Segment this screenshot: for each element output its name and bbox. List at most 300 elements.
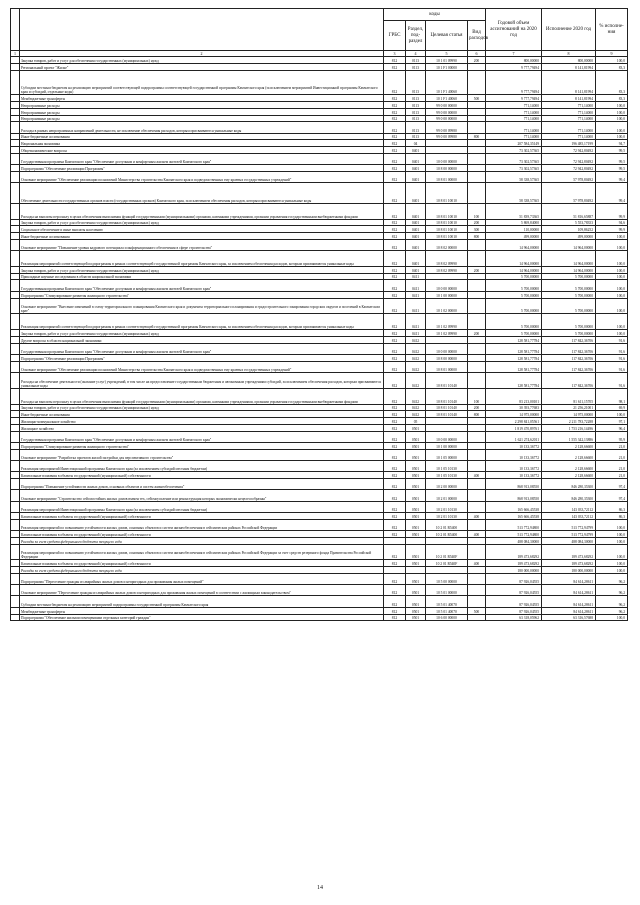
expense-type-cell [468, 519, 486, 530]
fact-amount-cell: 771,14000 [542, 122, 596, 133]
razdel-cell: 0401 [406, 147, 426, 154]
razdel-cell: 0401 [406, 226, 426, 233]
table-row [11, 343, 628, 354]
fact-amount-cell: 513 772,94799 [542, 519, 596, 530]
row-number-cell [11, 531, 20, 538]
target-article-cell: 10 8 01 10010 [426, 226, 468, 233]
item-name-cell: Государственная программа Камчатского края "Обеспечение доступным и комфортным жильем жителей Камчатского края" [20, 153, 384, 164]
table-row [11, 443, 628, 450]
plan-amount-cell: 128 581,77784 [486, 354, 542, 361]
table-row [11, 133, 628, 140]
plan-amount-cell: 73 302,57365 [486, 153, 542, 164]
table-row [11, 388, 628, 404]
table-row [11, 273, 628, 280]
grbs-cell: 812 [384, 183, 406, 203]
expense-type-cell [468, 336, 486, 343]
grbs-cell: 812 [384, 57, 406, 64]
fact-amount-cell: 72 942,80492 [542, 153, 596, 164]
plan-amount-cell: 5 700,00000 [486, 330, 542, 337]
item-name-cell: Капитальные вложения в объекты государственной (муниципальной) собственности [20, 531, 384, 538]
razdel-cell: 0411 [406, 291, 426, 298]
target-article-cell: 10 1 05 10130 [426, 472, 468, 479]
percent-cell: 100,0 [596, 519, 628, 530]
plan-amount-cell: 771,14000 [486, 115, 542, 122]
target-article-cell: 10 0 00 00000 [426, 280, 468, 291]
target-article-cell: 10 8 01 10140 [426, 373, 468, 389]
fact-amount-cell: 21 256,21001 [542, 404, 596, 411]
table-row [11, 449, 628, 460]
item-name-cell: Основное мероприятие "Строительство сейсмостойких жилых домов взамен тех, сейсмоусиление или реконструкция которых экономически нецелесообразны" [20, 490, 384, 501]
row-number-cell [11, 388, 20, 404]
row-number-cell [11, 513, 20, 520]
fact-amount-cell: 117 842,36706 [542, 354, 596, 361]
item-name-cell: Подпрограмма "Обеспечение жилыми помещениями отдельных категорий граждан" [20, 614, 384, 621]
table-row [11, 239, 628, 250]
expense-type-cell [468, 102, 486, 109]
expense-type-cell [468, 573, 486, 584]
grbs-cell: 812 [384, 147, 406, 154]
fact-amount-cell: 5 700,00000 [542, 280, 596, 291]
item-name-cell: Основное мероприятие "Разработка проектов жилой застройки для перспективного строительства" [20, 449, 384, 460]
plan-amount-cell: 10 133,36772 [486, 443, 542, 450]
grbs-cell: 812 [384, 153, 406, 164]
expense-type-cell [468, 501, 486, 512]
percent-cell: 99,9 [596, 226, 628, 233]
razdel-cell: 0501 [406, 472, 426, 479]
razdel-cell: 0412 [406, 388, 426, 404]
fact-amount-cell: 84 614,28611 [542, 585, 596, 596]
table-row [11, 70, 628, 95]
row-number-cell [11, 585, 20, 596]
expense-type-cell [468, 70, 486, 95]
percent-cell: 21,0 [596, 472, 628, 479]
razdel-cell: 0113 [406, 63, 426, 70]
target-article-cell: 10 8 01 10010 [426, 203, 468, 219]
expense-type-cell [468, 147, 486, 154]
fact-amount-cell: 14 964,00000 [542, 251, 596, 267]
grbs-cell [384, 567, 406, 574]
table-row [11, 411, 628, 418]
razdel-cell: 0411 [406, 314, 426, 330]
plan-amount-cell: 73 302,57365 [486, 165, 542, 172]
table-row [11, 336, 628, 343]
row-num-header [11, 9, 20, 51]
expense-type-cell [468, 354, 486, 361]
grbs-cell: 812 [384, 108, 406, 115]
table-row [11, 537, 628, 544]
row-number-cell [11, 183, 20, 203]
fact-amount-cell: 81 611,15705 [542, 388, 596, 404]
item-name-cell: Подпрограмма "Обеспечение реализации Программы" [20, 354, 384, 361]
razdel-cell: 0113 [406, 122, 426, 133]
table-row [11, 573, 628, 584]
target-article-cell: 10 8 01 10140 [426, 388, 468, 404]
percent-cell: 100,0 [596, 531, 628, 538]
table-row [11, 585, 628, 596]
row-number-cell [11, 122, 20, 133]
row-number-cell [11, 361, 20, 372]
row-number-cell [11, 472, 20, 479]
percent-cell: 91,6 [596, 336, 628, 343]
row-number-cell [11, 172, 20, 183]
target-article-cell [426, 273, 468, 280]
expense-type-cell [468, 273, 486, 280]
fact-amount-cell: 189 473,68292 [542, 560, 596, 567]
grbs-cell: 812 [384, 343, 406, 354]
fact-amount-cell: 5 700,00000 [542, 330, 596, 337]
target-article-cell: 99 0 00 09980 [426, 133, 468, 140]
target-article-cell [426, 567, 468, 574]
fact-amount-cell: 771,14000 [542, 133, 596, 140]
item-name-cell: Региональный проект "Жилье" [20, 63, 384, 70]
table-row [11, 373, 628, 389]
item-name-cell: Иные бюджетные ассигнования [20, 411, 384, 418]
percent-cell: 96,2 [596, 596, 628, 607]
grbs-cell: 812 [384, 560, 406, 567]
table-row [11, 519, 628, 530]
percent-cell: 100,0 [596, 298, 628, 314]
percent-cell: 96,2 [596, 607, 628, 614]
target-article-cell [426, 537, 468, 544]
item-name-cell: Субсидии местным бюджетам на реализацию мероприятий подпрограммы государственной программы Камчатского края [20, 596, 384, 607]
item-name-cell: Непрограммные расходы [20, 115, 384, 122]
grbs-cell: 812 [384, 122, 406, 133]
table-row [11, 183, 628, 203]
percent-cell: 100,0 [596, 122, 628, 133]
fact-amount-cell: 117 842,36706 [542, 343, 596, 354]
target-article-cell: 10 1 02 09990 [426, 314, 468, 330]
vr-header: Вид расходов [468, 21, 486, 51]
expense-type-cell [468, 490, 486, 501]
row-number-cell [11, 57, 20, 64]
percent-cell: 100,0 [596, 57, 628, 64]
percent-cell: 21,0 [596, 449, 628, 460]
item-name-cell: Государственная программа Камчатского края "Обеспечение доступным и комфортным жильем жителей Камчатского края" [20, 343, 384, 354]
target-article-cell: 10 2 01 R540F [426, 560, 468, 567]
plan-amount-cell: 5 700,00000 [486, 280, 542, 291]
target-article-cell [426, 418, 468, 425]
item-name-cell: Расходы за счет средств федерального бюджета текущего года [20, 567, 384, 574]
percent-cell: 86,3 [596, 513, 628, 520]
grbs-cell: 812 [384, 388, 406, 404]
codes-header: коды [384, 9, 486, 21]
percent-cell: 96,2 [596, 573, 628, 584]
target-article-cell: 99 0 00 00000 [426, 102, 468, 109]
item-name-cell: Расходы на обеспечение деятельности (оказание услуг) учреждений, в том числе на предоставление государственным бюджетным и автономным учреждениям субсидий, за исключением обеспечения расходов, которым присваиваются уникальные коды [20, 373, 384, 389]
razdel-cell: 0412 [406, 404, 426, 411]
row-number-cell [11, 133, 20, 140]
plan-amount-cell: 128 581,77784 [486, 361, 542, 372]
plan-amount-cell: 14 964,00000 [486, 266, 542, 273]
item-name-cell: Иные бюджетные ассигнования [20, 233, 384, 240]
razdel-cell: 0501 [406, 513, 426, 520]
plan-amount-cell: 58 338,57365 [486, 172, 542, 183]
table-row [11, 431, 628, 442]
row-number-cell [11, 115, 20, 122]
grbs-cell: 812 [384, 239, 406, 250]
item-name-cell: Обеспечение деятельности государственных органов власти (государственных органов) Камчатского края, за исключением обеспечения расходов, которым присваиваются уникальные коды [20, 183, 384, 203]
grbs-cell: 812 [384, 336, 406, 343]
target-article-cell: 10 8 01 10140 [426, 411, 468, 418]
plan-amount-cell: 63 318,05962 [486, 614, 542, 621]
item-name-cell: Государственная программа Камчатского края "Обеспечение доступным и комфортным жильем жителей Камчатского края" [20, 280, 384, 291]
grbs-cell: 812 [384, 461, 406, 472]
percent-cell: 100,0 [596, 291, 628, 298]
target-article-cell: 10 1 F1 00000 [426, 63, 468, 70]
razdel-cell: 0113 [406, 102, 426, 109]
percent-cell: 100,0 [596, 239, 628, 250]
table-row [11, 102, 628, 109]
razdel-cell: 0501 [406, 431, 426, 442]
grbs-cell: 812 [384, 596, 406, 607]
plan-amount-cell: 868 913,08550 [486, 490, 542, 501]
razdel-cell: 0501 [406, 607, 426, 614]
fact-amount-cell: 14 964,00000 [542, 266, 596, 273]
table-row [11, 108, 628, 115]
target-article-cell: 10 2 01 10130 [426, 501, 468, 512]
item-name-cell: Прикладные научные исследования в области национальной экономики [20, 273, 384, 280]
percent-cell: 100,0 [596, 251, 628, 267]
plan-amount-cell: 10 133,36772 [486, 472, 542, 479]
target-article-cell: 10 8 00 00000 [426, 354, 468, 361]
row-number-cell [11, 153, 20, 164]
row-number-cell [11, 140, 20, 147]
grbs-cell: 812 [384, 573, 406, 584]
row-number-cell [11, 424, 20, 431]
fact-amount-cell: 1 753 216,14496 [542, 424, 596, 431]
percent-cell: 21,0 [596, 443, 628, 450]
percent-cell: 97,4 [596, 490, 628, 501]
target-article-cell [426, 424, 468, 431]
row-number-cell [11, 165, 20, 172]
plan-amount-cell: 87 926,04555 [486, 573, 542, 584]
col-number: 8 [542, 51, 596, 57]
table-row [11, 418, 628, 425]
table-row [11, 404, 628, 411]
plan-amount-cell: 9 777,79494 [486, 63, 542, 70]
grbs-cell: 812 [384, 314, 406, 330]
col-number: 7 [486, 51, 542, 57]
expense-type-cell [468, 183, 486, 203]
item-name-cell: Основное мероприятие "Переселение граждан из аварийных жилых домов и непригодных для проживания жилых помещений в соответствии с жилищным законодательством" [20, 585, 384, 596]
target-article-cell: 10 8 00 00000 [426, 165, 468, 172]
razdel-cell: 0412 [406, 336, 426, 343]
grbs-cell: 812 [384, 219, 406, 226]
expense-type-cell: 400 [468, 531, 486, 538]
expense-type-cell [468, 373, 486, 389]
table-row [11, 490, 628, 501]
expense-type-cell [468, 172, 486, 183]
razdel-cell: 0412 [406, 354, 426, 361]
item-name-cell: Расходы за счет средств федерального бюджета текущего года [20, 537, 384, 544]
item-name-cell: Непрограммные расходы [20, 108, 384, 115]
pct-header: % исполне-ния [596, 9, 628, 51]
razdel-cell: 04 [406, 140, 426, 147]
item-name-cell: Национальная экономика [20, 140, 384, 147]
col-number: 1 [11, 51, 20, 57]
target-article-cell: 10 2 01 R5400 [426, 531, 468, 538]
target-article-cell: 10 8 01 00000 [426, 361, 468, 372]
row-number-cell [11, 479, 20, 490]
row-number-cell [11, 203, 20, 219]
percent-cell: 97,4 [596, 479, 628, 490]
expense-type-cell [468, 461, 486, 472]
table-row [11, 147, 628, 154]
razdel-cell: 0411 [406, 273, 426, 280]
table-row [11, 266, 628, 273]
table-row [11, 280, 628, 291]
razdel-cell: 0401 [406, 266, 426, 273]
fact-amount-cell: 143 033,72112 [542, 501, 596, 512]
target-article-cell: 10 8 01 10140 [426, 404, 468, 411]
row-number-cell [11, 449, 20, 460]
expense-type-cell [468, 165, 486, 172]
fact-amount-cell: 84 614,28611 [542, 573, 596, 584]
expense-type-cell: 400 [468, 513, 486, 520]
fact-amount-cell: 771,14000 [542, 108, 596, 115]
row-number-cell [11, 411, 20, 418]
target-article-cell: 10 5 01 00000 [426, 585, 468, 596]
row-number-cell [11, 354, 20, 361]
expense-type-cell [468, 314, 486, 330]
item-name-cell: Закупка товаров, работ и услуг для обеспечения государственных (муниципальных) нужд [20, 219, 384, 226]
plan-amount-cell: 30 393,77683 [486, 404, 542, 411]
percent-cell: 99,5 [596, 165, 628, 172]
percent-cell: 100,0 [596, 273, 628, 280]
razdel-cell: 0401 [406, 172, 426, 183]
fact-amount-cell: 513 772,94799 [542, 531, 596, 538]
expense-type-cell: 500 [468, 607, 486, 614]
row-number-cell [11, 519, 20, 530]
fact-amount-cell: 2 128,66600 [542, 449, 596, 460]
expense-type-cell [468, 153, 486, 164]
fact-amount-cell: 63 316,57688 [542, 614, 596, 621]
percent-cell: 100,0 [596, 266, 628, 273]
fact-amount-cell: 800,00000 [542, 57, 596, 64]
table-row [11, 361, 628, 372]
col-number: 5 [426, 51, 468, 57]
fact-amount-cell: 5 700,00000 [542, 273, 596, 280]
item-name-cell: Основное мероприятие "Обеспечение реализации полномочий Министерства строительства Камчатского края и подведомственных ему краевых государственных учреждений" [20, 172, 384, 183]
grbs-cell: 812 [384, 203, 406, 219]
expense-type-cell [468, 596, 486, 607]
grbs-cell: 812 [384, 226, 406, 233]
percent-cell: 99,4 [596, 183, 628, 203]
expense-type-cell [468, 115, 486, 122]
target-article-cell: 10 2 01 10130 [426, 513, 468, 520]
row-number-cell [11, 108, 20, 115]
target-article-cell: 10 2 01 R540F [426, 544, 468, 560]
grbs-cell: 812 [384, 280, 406, 291]
plan-amount-cell: 513 772,94800 [486, 519, 542, 530]
item-name-cell: Реализация мероприятий соответствующей подпрограммы в рамках соответствующей государственной программы Камчатского края, за исключением обеспечения расходов, которым присваиваются уникальные коды [20, 251, 384, 267]
razdel-cell: 0113 [406, 70, 426, 95]
grbs-cell: 812 [384, 361, 406, 372]
grbs-cell: 812 [384, 298, 406, 314]
row-number-cell [11, 490, 20, 501]
item-name-cell: Капитальные вложения в объекты государственной (муниципальной) собственности [20, 560, 384, 567]
table-row [11, 424, 628, 431]
item-name-cell: Подпрограмма "Обеспечение реализации Программы" [20, 165, 384, 172]
fact-amount-cell: 771,14000 [542, 115, 596, 122]
grbs-cell: 812 [384, 354, 406, 361]
target-article-cell: 99 0 00 00000 [426, 115, 468, 122]
row-number-cell [11, 431, 20, 442]
plan-amount-cell: 513 772,94800 [486, 531, 542, 538]
plan-amount-cell: 5 700,00000 [486, 273, 542, 280]
item-name-cell: Закупка товаров, работ и услуг для обеспечения государственных (муниципальных) нужд [20, 404, 384, 411]
row-number-cell [11, 573, 20, 584]
razdel-cell: 0113 [406, 108, 426, 115]
col-number: 4 [406, 51, 426, 57]
grbs-cell: 812 [384, 501, 406, 512]
fact-header: Исполнение 2020 год [542, 9, 596, 51]
col-number: 2 [20, 51, 384, 57]
expense-type-cell [468, 544, 486, 560]
grbs-cell: 812 [384, 431, 406, 442]
percent-cell: 100,0 [596, 544, 628, 560]
table-row [11, 513, 628, 520]
row-number-cell [11, 501, 20, 512]
expense-type-cell: 100 [468, 203, 486, 219]
item-name-cell: Закупка товаров, работ и услуг для обеспечения государственных (муниципальных) нужд [20, 330, 384, 337]
expense-type-cell [468, 63, 486, 70]
item-name-cell: Реализация мероприятий по повышению устойчивости жилых домов, основных объектов и систем жизнеобеспечения в сейсмических районах Российской Федерации за счет средств резервного фонда Правительства Российской Федерации [20, 544, 384, 560]
row-number-cell [11, 273, 20, 280]
item-name-cell: Расходы на выплаты персоналу в целях обеспечения выполнения функций государственными (муниципальными) органами, казенными учреждениями, органами управления государственными внебюджетными фондами [20, 203, 384, 219]
row-number-cell [11, 70, 20, 95]
target-article-cell: 10 2 00 00000 [426, 479, 468, 490]
target-article-cell: 99 0 00 09980 [426, 122, 468, 133]
plan-amount-cell: 128 581,77784 [486, 336, 542, 343]
table-row [11, 314, 628, 330]
percent-cell: 95,9 [596, 431, 628, 442]
grbs-cell: 812 [384, 443, 406, 450]
plan-amount-cell: 10 133,36772 [486, 449, 542, 460]
expense-type-cell: 800 [468, 233, 486, 240]
percent-cell: 100,0 [596, 560, 628, 567]
fact-amount-cell: 196 485,17199 [542, 140, 596, 147]
plan-amount-cell: 128 581,77784 [486, 343, 542, 354]
razdel-cell: 0501 [406, 424, 426, 431]
target-article-cell: 10 5 01 40070 [426, 596, 468, 607]
fact-amount-cell: 57 978,80492 [542, 172, 596, 183]
expense-type-cell [468, 280, 486, 291]
grbs-cell: 812 [384, 519, 406, 530]
plan-amount-cell: 9 777,79494 [486, 95, 542, 102]
table-row [11, 233, 628, 240]
fact-amount-cell: 5 700,00000 [542, 291, 596, 298]
expense-type-cell: 800 [468, 133, 486, 140]
razdel-cell: 0501 [406, 449, 426, 460]
plan-amount-cell: 771,14000 [486, 108, 542, 115]
row-number-cell [11, 336, 20, 343]
grbs-cell: 812 [384, 140, 406, 147]
grbs-cell: 812 [384, 479, 406, 490]
fact-amount-cell: 117 842,36706 [542, 361, 596, 372]
grbs-cell: 812 [384, 165, 406, 172]
fact-amount-cell: 72 942,80492 [542, 165, 596, 172]
percent-cell: 100,0 [596, 108, 628, 115]
target-article-cell: 10 8 01 00000 [426, 172, 468, 183]
plan-amount-cell: 771,14000 [486, 122, 542, 133]
row-number-cell [11, 607, 20, 614]
row-number-cell [11, 63, 20, 70]
row-number-cell [11, 560, 20, 567]
razdel-cell: 0113 [406, 133, 426, 140]
target-article-cell [426, 140, 468, 147]
item-name-cell: Общеэкономические вопросы [20, 147, 384, 154]
